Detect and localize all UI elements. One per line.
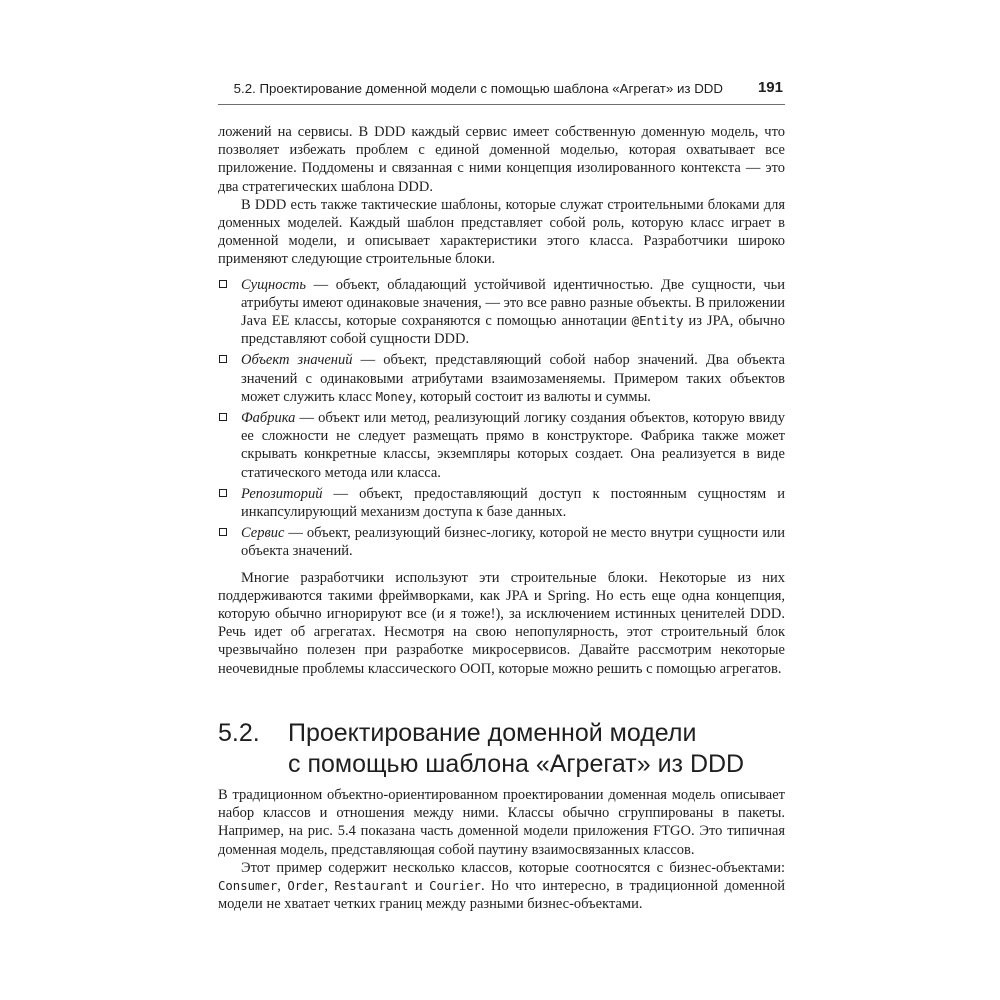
running-head bbox=[218, 76, 785, 105]
code-snippet: Order bbox=[287, 879, 325, 894]
section-title-line-2: с помощью шаблона «Агрегат» из DDD bbox=[288, 750, 745, 778]
list-item bbox=[218, 276, 785, 349]
list-item bbox=[218, 485, 785, 521]
paragraph: ложений на сервисы. В DDD каждый сервис имеет собственную доменную модель, что позволяет избежать проблем с единой доменной моделью, которая охватывает все приложение. Поддомены и связанная с ними концепция изолированного контекста — это два стратегических шаблона DDD. bbox=[218, 124, 785, 195]
list-item bbox=[218, 524, 785, 560]
checkbox-bullet-icon bbox=[219, 355, 227, 363]
section-title-line-1: Проектирование доменной модели bbox=[288, 719, 697, 747]
term: Сущность bbox=[241, 276, 307, 293]
list-item-text: — объект, предоставляющий доступ к постоянным сущностям и инкапсулирующий механизм доступа к базе данных. bbox=[241, 485, 785, 521]
checkbox-bullet-icon bbox=[219, 528, 227, 536]
paragraph: Многие разработчики используют эти строительные блоки. Некоторые из них поддерживаются такими фреймворками, как JPA и Spring. Но есть еще одна концепция, которую обычно игнорируют все (и я тоже!), за исключением истинных ценителей DDD. Речь идет об агрегатах. Несмотря на свою непопулярность, этот строительный блок чрезвычайно полезен при разработке микросервисов. Давайте рассмотрим некоторые неочевидные проблемы классического ООП, которые можно решить с помощью агрегатов. bbox=[218, 569, 785, 677]
section-heading bbox=[218, 718, 785, 780]
main-text bbox=[218, 123, 785, 678]
list-item-text: — объект, представляющий собой набор значений. Два объекта значений с одинаковыми атрибутами взаимозаменяемы. Примером таких объектов может служить класс bbox=[241, 352, 785, 405]
separator: , bbox=[277, 878, 288, 895]
paragraph bbox=[218, 859, 785, 914]
list-item-text: — объект, обладающий устойчивой идентичностью. Две сущности, чьи атрибуты имеют одинаковые значения, — это все равно разные объекты. В приложении Java EE классы, которые сохраняются с помощью аннотации bbox=[241, 276, 785, 330]
checkbox-bullet-icon bbox=[219, 413, 227, 421]
section-number: 5.2. bbox=[218, 719, 260, 747]
paragraph: В DDD есть также тактические шаблоны, которые служат строительными блоками для доменных моделей. Каждый шаблон представляет собой роль, которую класс играет в доменной модели, и описывает характеристики этого класса. Разработчики широко применяют следующие строительные блоки. bbox=[218, 196, 785, 268]
list-item bbox=[218, 351, 785, 406]
code-snippet: @Entity bbox=[631, 314, 684, 329]
list-item-text: из JPA, обычно представляют собой сущности DDD. bbox=[241, 313, 785, 348]
list-item bbox=[218, 409, 785, 482]
separator: , bbox=[324, 878, 335, 895]
separator: и bbox=[408, 878, 430, 895]
building-blocks-list bbox=[218, 276, 785, 561]
page-number: 191 bbox=[757, 79, 783, 96]
list-item-text: , который состоит из валюты и суммы. bbox=[412, 388, 651, 405]
paragraph: В традиционном объектно-ориентированном проектировании доменная модель описывает набор классов и отношения между ними. Классы обычно сгруппированы в пакеты. Например, на рис. 5.4 показана часть доменной модели приложения FTGO. Это типичная доменная модель, представляющая собой паутину взаимосвязанных классов. bbox=[218, 787, 785, 858]
term: Сервис bbox=[241, 525, 285, 542]
list-item-text: — объект, реализующий бизнес-логику, которой не место внутри сущности или объекта значений. bbox=[241, 525, 785, 560]
paragraph-text: . Но что интересно, в традиционной доменной модели не хватает четких границ между разными бизнес-объектами. bbox=[218, 878, 786, 913]
code-snippet: Restaurant bbox=[334, 879, 409, 894]
code-snippet: Money bbox=[375, 389, 413, 404]
checkbox-bullet-icon bbox=[219, 280, 227, 288]
term: Фабрика bbox=[241, 410, 296, 427]
term: Репозиторий bbox=[241, 485, 323, 502]
code-snippet: Consumer bbox=[218, 879, 278, 894]
checkbox-bullet-icon bbox=[219, 489, 227, 497]
running-head-title: 5.2. Проектирование доменной модели с помощью шаблона «Агрегат» из DDD bbox=[233, 81, 723, 96]
code-snippet: Courier bbox=[429, 879, 481, 894]
paragraph-text: Этот пример содержит несколько классов, которые соотносятся с бизнес-объектами: bbox=[241, 859, 785, 876]
list-item-text: — объект или метод, реализующий логику создания объектов, которую ввиду ее сложности не следует размещать прямо в конструкторе. Фабрика также может скрывать конкретные классы, экземпляры которых создает. Она реализуется в виде статического метода или класса. bbox=[241, 410, 785, 481]
term: Объект значений bbox=[241, 352, 353, 369]
section-text bbox=[218, 786, 785, 913]
